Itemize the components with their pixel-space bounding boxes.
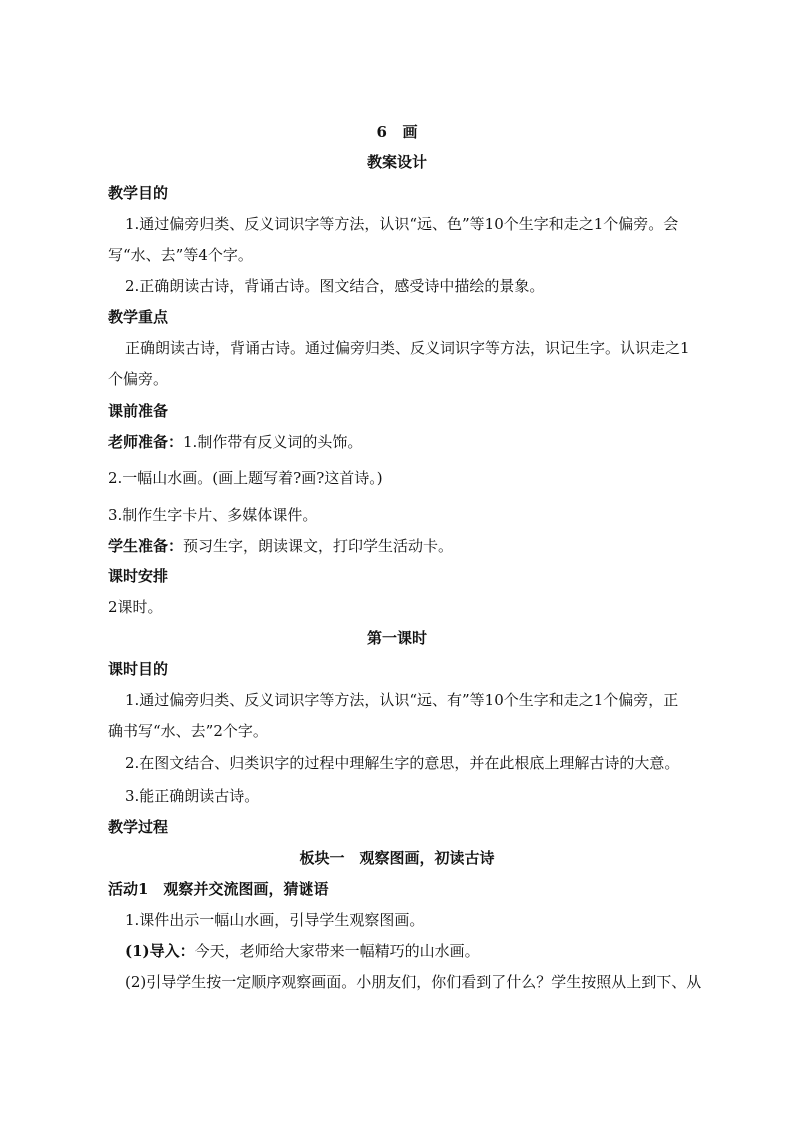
lesson-title [0,122,794,142]
focus-line-1: 正确朗读古诗，背诵古诗。通过偏旁归类、反义词识字等方法，识记生字。认识走之1 [125,339,690,357]
goals-heading: 教学目的 [108,184,169,202]
teacher-prep-1-text: 1.制作带有反义词的头饰。 [183,433,363,451]
goal-1-line-2: 写“水、去”等4个字。 [108,246,253,264]
focus-heading: 教学重点 [108,308,169,326]
step-1: 1.课件出示一幅山水画，引导学生观察图画。 [125,911,425,929]
student-prep [108,536,728,556]
prep-heading: 课前准备 [108,402,169,420]
lesson-number: 6 [376,123,387,141]
goal-1-line-1: 1.通过偏旁归类、反义词识字等方法，认识“远、色”等10个生字和走之1个偏旁。会 [125,215,679,233]
lesson-goal-1-line-2: 确书写“水、去”2个字。 [108,722,268,740]
lesson1-heading: 第一课时 [366,629,427,647]
document-subtitle: 教案设计 [366,153,427,171]
activity1-label: 活动1 观察并交流图画，猜谜语 [108,880,329,898]
lesson-goal-1-line-1: 1.通过偏旁归类、反义词识字等方法，认识“远、有”等10个生字和走之1个偏旁，正 [125,691,679,709]
lesson-name: 画 [402,123,418,141]
teacher-prep-2: 2.一幅山水画。(画上题写着?画?这首诗。) [108,469,383,487]
teacher-prep-1 [108,432,728,452]
schedule-text: 2课时。 [108,598,163,616]
step-1-2: (2)引导学生按一定顺序观察画面。小朋友们，你们看到了什么？学生按照从上到下、从 [125,973,702,991]
focus-line-2: 个偏旁。 [108,370,169,388]
lesson-goal-2: 2.在图文结合、归类识字的过程中理解生字的意思，并在此根底上理解古诗的大意。 [125,754,680,772]
step-1-1 [125,941,745,961]
student-prep-text: 预习生字，朗读课文，打印学生活动卡。 [183,537,454,555]
step-1-1-label: (1)导入： [125,942,195,960]
student-prep-label: 学生准备： [108,537,184,555]
lesson-goals-heading: 课时目的 [108,660,169,678]
teacher-prep-3: 3.制作生字卡片、多媒体课件。 [108,506,318,524]
step-1-1-text: 今天，老师给大家带来一幅精巧的山水画。 [194,942,480,960]
lesson-goal-3: 3.能正确朗读古诗。 [125,787,260,805]
goal-2: 2.正确朗读古诗，背诵古诗。图文结合，感受诗中描绘的景象。 [125,277,545,295]
process-heading: 教学过程 [108,818,169,836]
block1-heading: 板块一 观察图画，初读古诗 [299,849,495,867]
teacher-prep-label: 老师准备： [108,433,184,451]
schedule-heading: 课时安排 [108,567,169,585]
